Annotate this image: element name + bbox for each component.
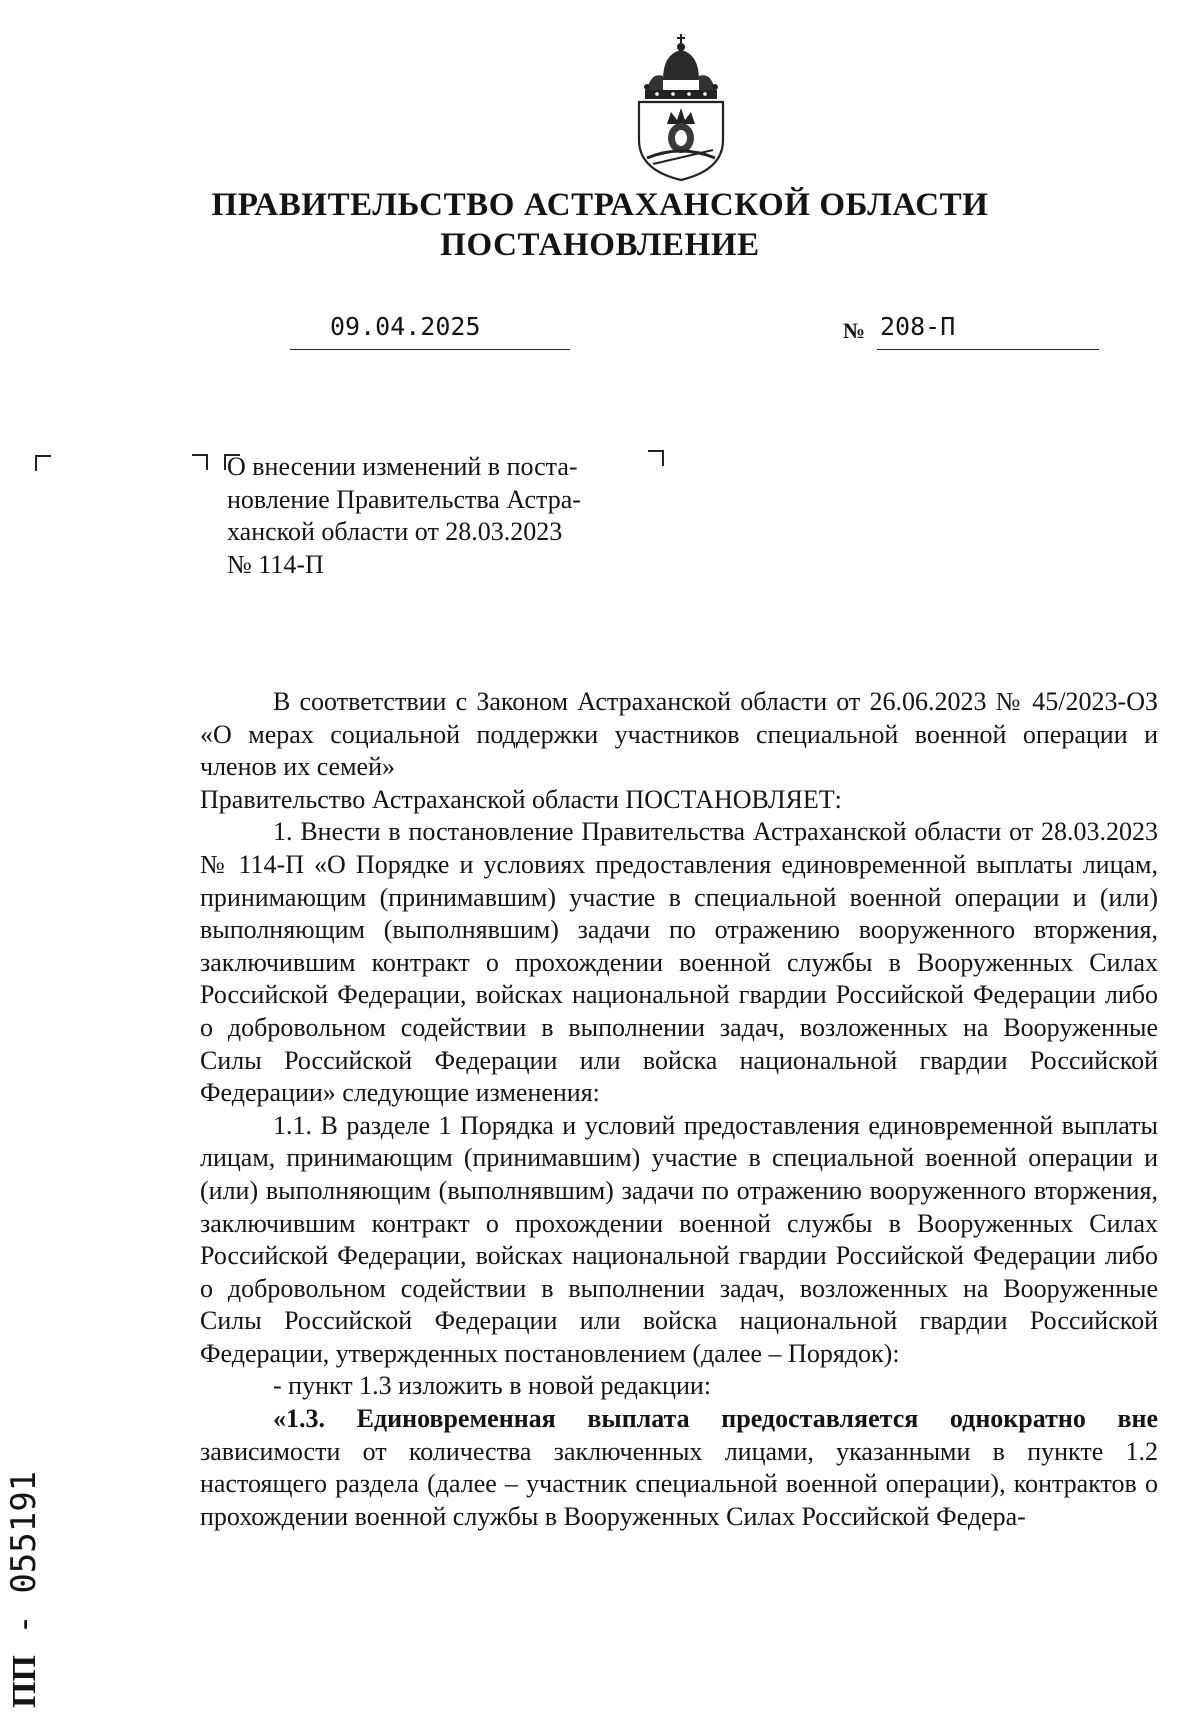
item-1-paragraph: 1. Внести в постановление Правительства Астраханской области от 28.03.2023 № 114-П «О Порядке и условиях предоставления единовременной выплаты лицам, принимающим (принимавшим) участие в специальной военной операции и (или) выполняющим (выполнявшим) задачи по отражению вооруженного вторжения, заключившим контракт о прохождении военной службы в Вооруженных Силах Российской Федерации, войсках национальной гвардии Российской Федерации либо о добровольном содействии в выполнении задач, возложенных на Вооруженные Силы Российской Федерации или войска национальной гвардии Российской Федерации» следующие изменения: (200, 817, 1158, 1108)
document-date: 09.04.2025 (330, 312, 481, 341)
subject-line: № 114-П (227, 549, 324, 579)
stamp-number: 055191 (4, 1470, 44, 1594)
clause-1-3-lead: «1.3. Единовременная выплата предоставляется однократно вне (273, 1404, 1158, 1434)
government-title: ПРАВИТЕЛЬСТВО АСТРАХАНСКОЙ ОБЛАСТИ (211, 187, 989, 223)
document-type: ПОСТАНОВЛЕНИЕ (440, 227, 760, 263)
document-body (200, 686, 1158, 1533)
subject-line: новление Правительства Астра- (227, 484, 581, 514)
subject-corner-mark (648, 450, 664, 466)
stamp-dash: - (4, 1593, 44, 1656)
stamp-series: ПП (6, 1655, 43, 1708)
resolves-paragraph: Правительство Астраханской области ПОСТАНОВЛЯЕТ: (200, 784, 842, 814)
clause-1-3-text: зависимости от количества заключенных лицами, указанными в пункте 1.2 настоящего раздела (далее – участник специальной военной операции), контрактов о прохождении военной службы в Вооруженных Силах Российской Федера- (200, 1436, 1158, 1531)
bullet-paragraph: - пункт 1.3 изложить в новой редакции: (273, 1371, 712, 1401)
item-1-1-paragraph: 1.1. В разделе 1 Порядка и условий предоставления единовременной выплаты лицам, принимающим (принимавшим) участие в специальной военной операции и (или) выполняющим (выполнявшим) задачи по отражению вооруженного вторжения, заключившим контракт о прохождении военной службы в Вооруженных Силах Российской Федерации, войсках национальной гвардии Российской Федерации либо о добровольном содействии в выполнении задач, возложенных на Вооруженные Силы Российской Федерации или войска национальной гвардии Российской Федерации, утвержденных постановлением (далее – Порядок): (200, 1110, 1158, 1368)
number-sign: № (843, 318, 866, 343)
number-underline (877, 348, 1099, 350)
document-subject (227, 451, 637, 581)
subject-line: ханской области от 28.03.2023 (227, 517, 563, 546)
coat-of-arms-emblem (633, 32, 729, 182)
clause-1-3-paragraph (200, 1403, 1158, 1533)
document-number: 208-П (880, 312, 956, 341)
subject-line: О внесении изменений в поста- (227, 452, 578, 481)
preamble-paragraph: В соответствии с Законом Астраханской области от 26.06.2023 № 45/2023-ОЗ «О мерах социальной поддержки участников специальной военной операции и членов их семей» (200, 687, 1158, 782)
left-corner-mark (35, 455, 51, 471)
serial-number-stamp (2, 1448, 46, 1708)
subject-corner-mark (192, 454, 208, 470)
date-underline (290, 348, 570, 350)
